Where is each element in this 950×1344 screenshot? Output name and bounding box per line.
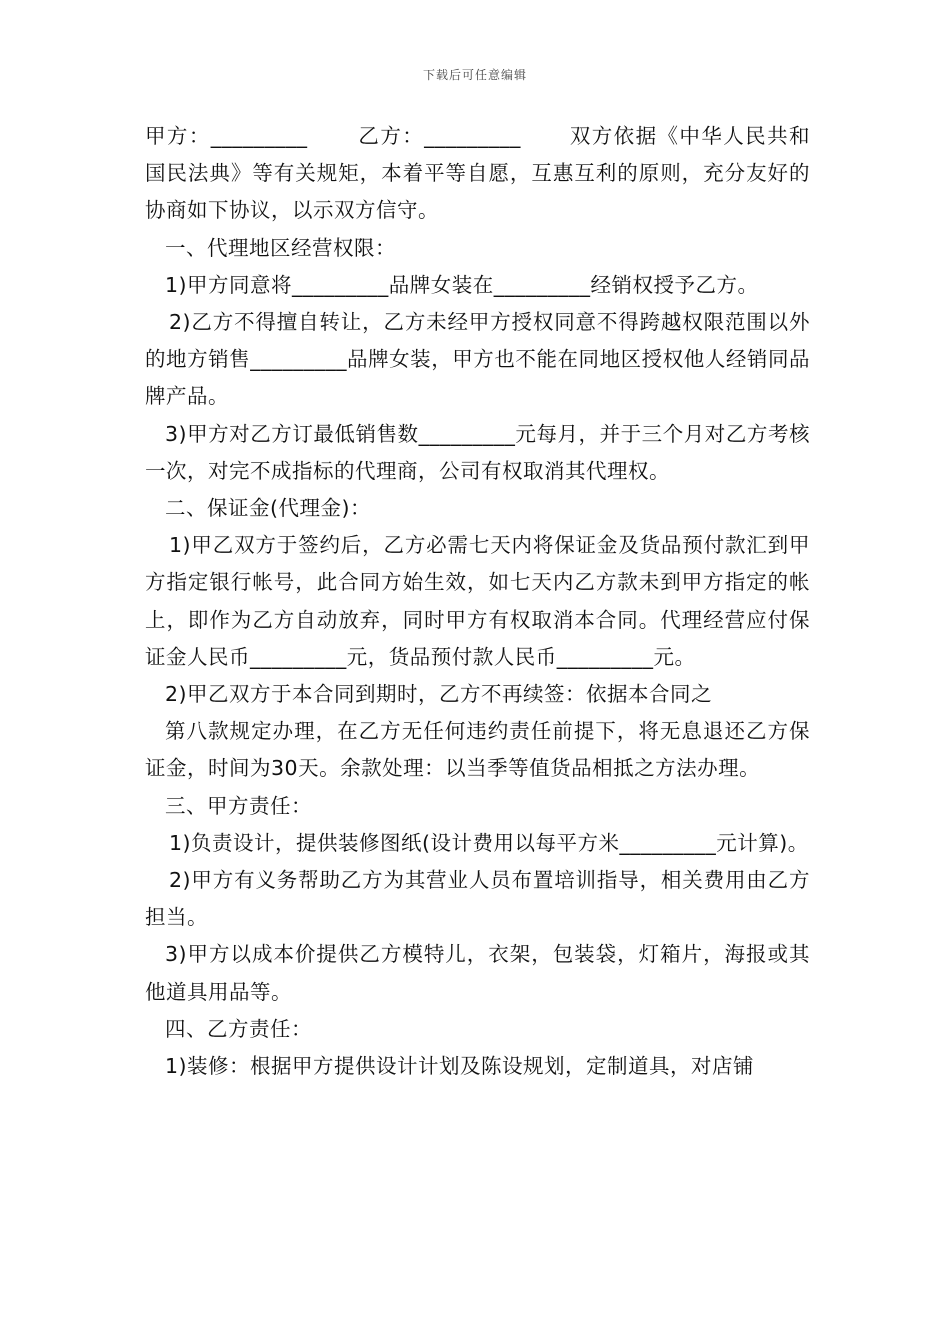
contract-intro [145, 118, 810, 230]
section-2-title: 二、保证金(代理金)： [165, 496, 371, 521]
party-b-field: 乙方：_________ [357, 124, 521, 148]
section-2-clause-2: 2)甲乙双方于本合同到期时，乙方不再续签：依据本合同之 [165, 682, 713, 707]
intro-text: 双方依据《中华人民共和国民法典》等有关规矩，本着平等自愿，互惠互利的原则，充分友好的协商如下协议，以示双方信守。 [145, 124, 811, 223]
section-3-clause-2: 2)甲方有义务帮助乙方为其营业人员布置培训指导，相关费用由乙方担当。 [145, 868, 810, 930]
section-1-clause-2: 2)乙方不得擅自转让，乙方未经甲方授权同意不得跨越权限范围以外的地方销售_________品牌女装，甲方也不能在同地区授权他人经销同品牌产品。 [145, 310, 810, 409]
page-header-note: 下载后可任意编辑 [422, 68, 527, 82]
section-2-clause-2-continued: 第八款规定办理，在乙方无任何违约责任前提下，将无息退还乙方保证金，时间为30天。余款处理：以当季等值货品相抵之方法办理。 [145, 719, 810, 781]
section-3-clause-1: 1)负责设计，提供装修图纸(设计费用以每平方米_________元计算)。 [169, 830, 809, 855]
section-4-title: 四、乙方责任： [165, 1016, 312, 1041]
section-2-clause-1: 1)甲乙双方于签约后，乙方必需七天内将保证金及货品预付款汇到甲方指定银行帐号，此合同方始生效，如七天内乙方款未到甲方指定的帐上，即作为乙方自动放弃，同时甲方有权取消本合同。代理经营应付保证金人民币_________元，货品预付款人民币_________元。 [145, 533, 810, 669]
section-1-title: 一、代理地区经营权限： [165, 235, 396, 260]
party-a-field: 甲方：_________ [145, 124, 308, 148]
section-3-clause-3: 3)甲方以成本价提供乙方模特儿，衣架，包装袋，灯箱片，海报或其他道具用品等。 [145, 942, 810, 1004]
section-3-title: 三、甲方责任： [165, 793, 312, 818]
contract-body [145, 118, 810, 1085]
section-1-clause-1: 1)甲方同意将_________品牌女装在_________经销权授予乙方。 [165, 272, 759, 297]
section-4-clause-1: 1)装修：根据甲方提供设计计划及陈设规划，定制道具，对店铺 [165, 1054, 755, 1079]
section-1-clause-3: 3)甲方对乙方订最低销售数_________元每月，并于三个月对乙方考核一次，对完不成指标的代理商，公司有权取消其代理权。 [145, 421, 810, 483]
